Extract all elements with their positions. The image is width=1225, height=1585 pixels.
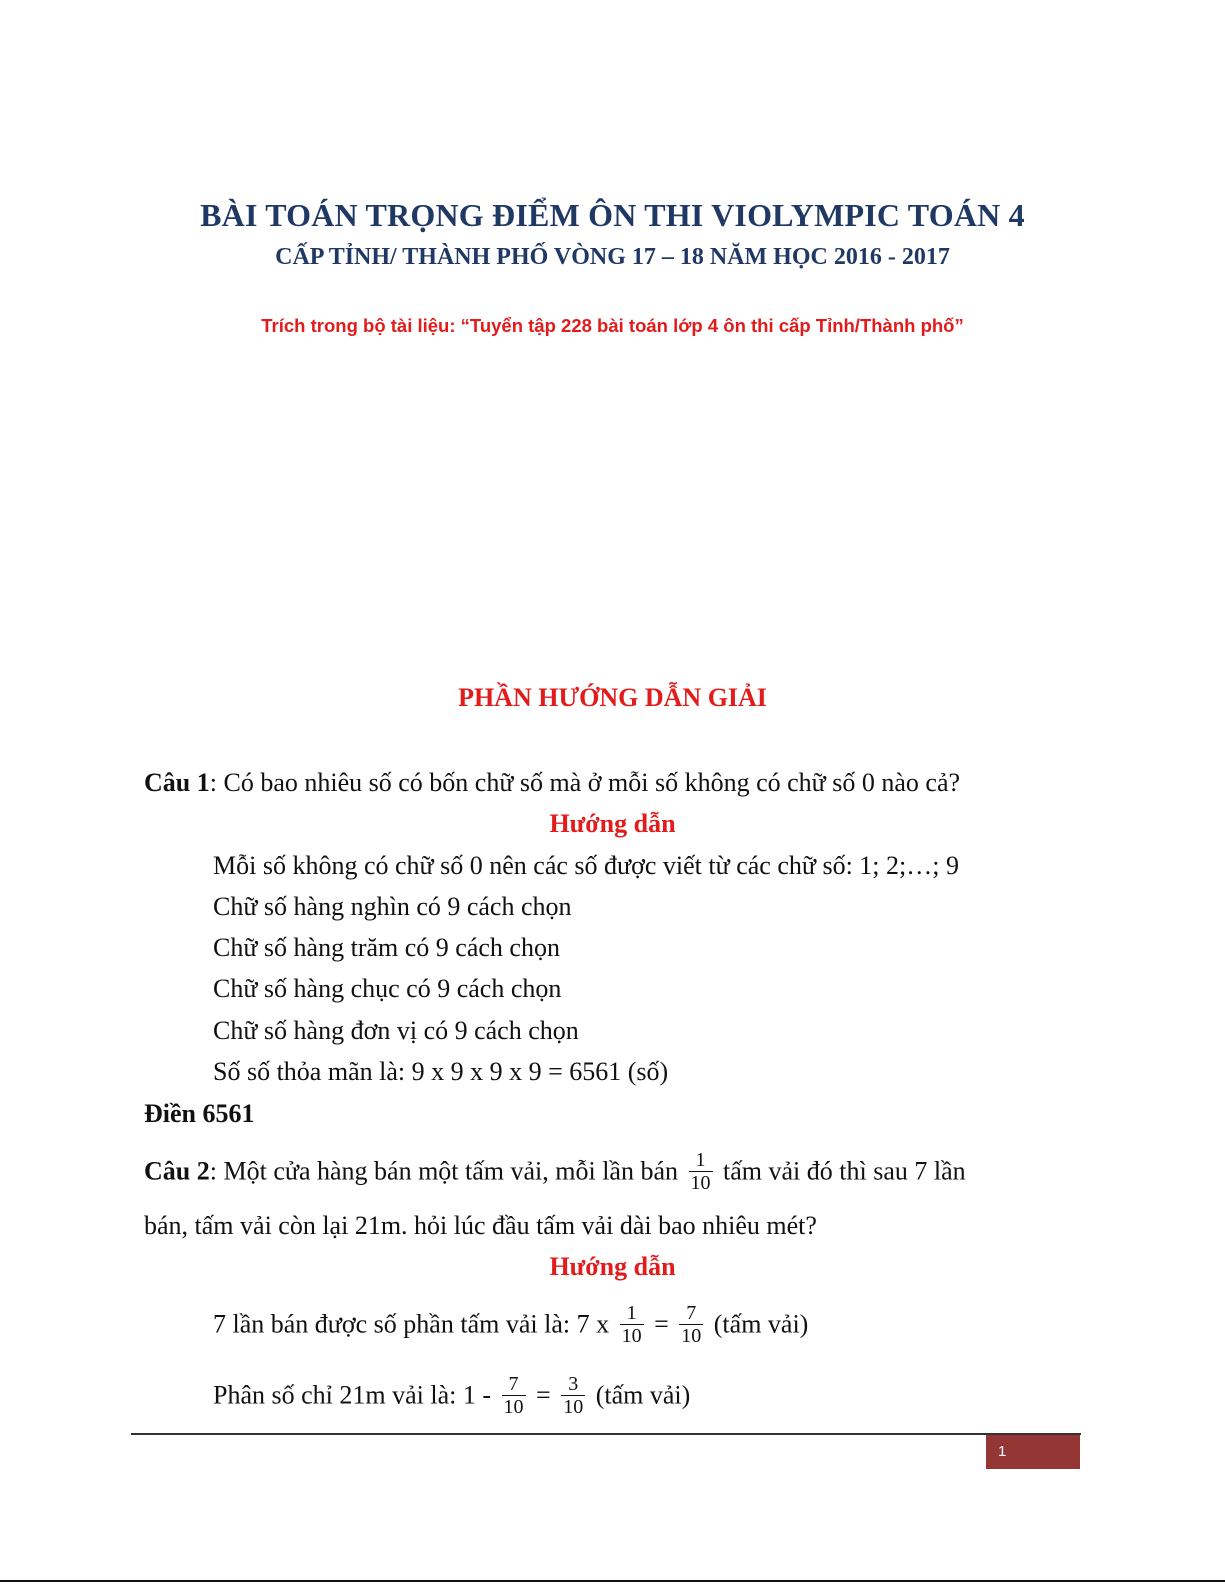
equals-sign: =	[654, 1309, 669, 1339]
q1-step: Chữ số hàng đơn vị có 9 cách chọn	[213, 1016, 579, 1045]
fraction	[502, 1373, 526, 1418]
section-title: PHẦN HƯỚNG DẪN GIẢI	[458, 683, 767, 712]
question-2-line2: bán, tấm vải còn lại 21m. hỏi lúc đầu tấm vải dài bao nhiêu mét?	[144, 1211, 817, 1240]
question-1	[144, 767, 960, 799]
question-1-text: : Có bao nhiêu số có bốn chữ số mà ở mỗi số không có chữ số 0 nào cả?	[209, 768, 961, 797]
q1-step: Mỗi số không có chữ số 0 nên các số được viết từ các chữ số: 1; 2;…; 9	[213, 851, 959, 880]
footer-divider	[131, 1433, 1081, 1435]
fraction	[679, 1302, 703, 1347]
document-title: BÀI TOÁN TRỌNG ĐIỂM ÔN THI VIOLYMPIC TOÁN 4	[200, 197, 1025, 233]
equals-sign: =	[536, 1380, 551, 1410]
page-number: 1	[986, 1435, 1080, 1469]
q1-step: Chữ số hàng chục có 9 cách chọn	[213, 974, 562, 1003]
fraction-numerator: 7	[508, 1373, 519, 1395]
question-2-text-cont: tấm vải đó thì sau 7 lần	[723, 1156, 966, 1186]
question-1-answer: Điền 6561	[144, 1099, 255, 1128]
question-1-guide-heading: Hướng dẫn	[549, 809, 676, 838]
document-subtitle: CẤP TỈNH/ THÀNH PHỐ VÒNG 17 – 18 NĂM HỌC 2016 - 2017	[275, 244, 950, 270]
fraction	[689, 1149, 713, 1194]
fraction-denominator: 10	[681, 1325, 702, 1347]
q2-step-2-text: Phân số chỉ 21m vải là: 1 -	[213, 1380, 492, 1410]
fraction-numerator: 1	[695, 1149, 706, 1171]
q1-step: Chữ số hàng trăm có 9 cách chọn	[213, 933, 560, 962]
q1-step: Chữ số hàng nghìn có 9 cách chọn	[213, 892, 572, 921]
question-2	[144, 1151, 966, 1196]
fraction-denominator: 10	[690, 1172, 711, 1194]
source-note: Trích trong bộ tài liệu: “Tuyển tập 228 bài toán lớp 4 ôn thi cấp Tỉnh/Thành phố”	[261, 315, 964, 336]
q1-step: Số số thỏa mãn là: 9 x 9 x 9 x 9 = 6561 (số)	[213, 1057, 669, 1086]
fraction-denominator: 10	[621, 1325, 642, 1347]
question-2-guide-heading: Hướng dẫn	[549, 1252, 676, 1281]
q2-step-2	[213, 1375, 690, 1420]
fraction-numerator: 3	[568, 1373, 579, 1395]
fraction-denominator: 10	[503, 1396, 524, 1418]
fraction-numerator: 1	[626, 1302, 637, 1324]
question-1-label: Câu 1	[144, 768, 210, 797]
q2-step-1-text: 7 lần bán được số phần tấm vải là: 7 x	[213, 1309, 610, 1339]
q2-step-2-unit: (tấm vải)	[595, 1380, 691, 1410]
q2-step-1	[213, 1304, 808, 1349]
fraction	[561, 1373, 585, 1418]
page-bottom-edge	[0, 1580, 1225, 1582]
fraction	[620, 1302, 644, 1347]
fraction-numerator: 7	[686, 1302, 697, 1324]
q2-step-1-unit: (tấm vải)	[713, 1309, 809, 1339]
question-2-text: : Một cửa hàng bán một tấm vải, mỗi lần bán	[209, 1156, 679, 1186]
question-2-label: Câu 2	[144, 1156, 210, 1186]
fraction-denominator: 10	[563, 1396, 584, 1418]
